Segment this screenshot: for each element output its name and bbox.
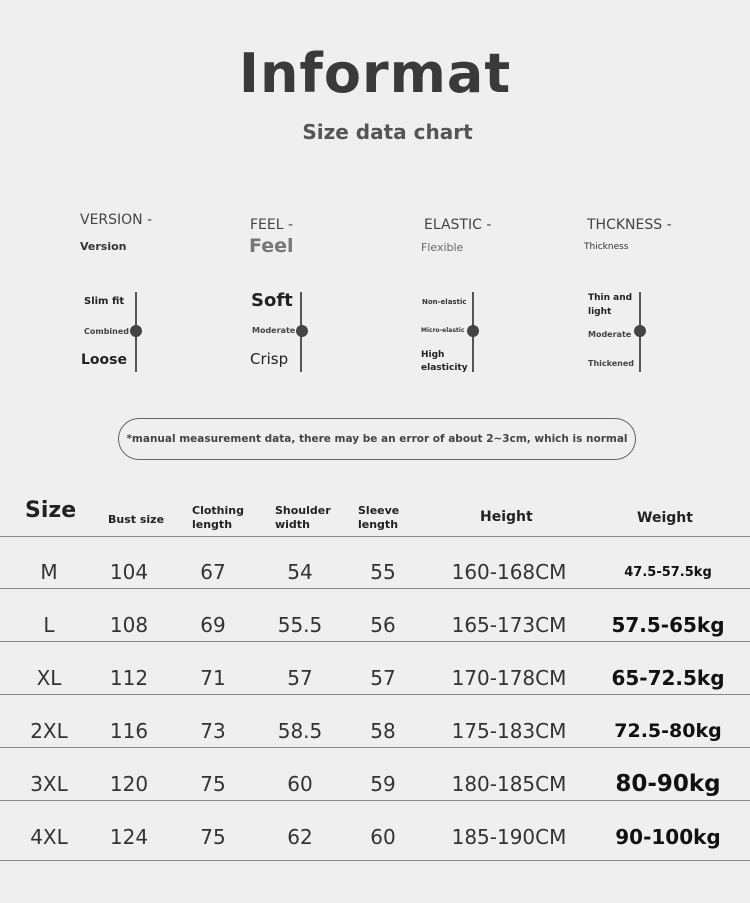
cell-clothing-length: 75 bbox=[200, 825, 226, 849]
cell-bust: 120 bbox=[109, 772, 149, 796]
cell-sleeve-length: 55 bbox=[370, 560, 396, 584]
header-bust-size: Bust size bbox=[108, 513, 165, 526]
version-option-slim-fit: Slim fit bbox=[84, 296, 125, 307]
thickness-option-thickened: Thickened bbox=[588, 359, 635, 368]
cell-weight: 47.5-57.5kg bbox=[624, 565, 712, 580]
feel-option-moderate: Moderate bbox=[252, 326, 296, 335]
table-row bbox=[0, 652, 750, 705]
feel-option-soft: Soft bbox=[251, 290, 293, 311]
cell-weight: 65-72.5kg bbox=[611, 666, 725, 690]
header-weight: Weight bbox=[637, 510, 693, 526]
cell-height: 180-185CM bbox=[451, 772, 567, 796]
table-divider bbox=[0, 747, 750, 748]
attribute-thickness-heading: THCKNESS - bbox=[587, 217, 672, 233]
attribute-thickness-subheading: Thickness bbox=[584, 242, 629, 252]
cell-sleeve-length: 59 bbox=[370, 772, 396, 796]
version-scale-marker bbox=[130, 325, 142, 337]
cell-sleeve-length: 56 bbox=[370, 613, 396, 637]
cell-shoulder-width: 57 bbox=[287, 666, 313, 690]
cell-clothing-length: 71 bbox=[200, 666, 226, 690]
elastic-option-micro-elastic: Micro-elastic bbox=[421, 327, 465, 334]
cell-shoulder-width: 55.5 bbox=[277, 613, 323, 637]
thickness-option-thin-and-light: Thin and light bbox=[588, 293, 633, 317]
cell-weight: 72.5-80kg bbox=[614, 720, 722, 742]
table-divider bbox=[0, 694, 750, 695]
header-shoulder-width: Shoulder width bbox=[275, 504, 331, 531]
table-divider bbox=[0, 641, 750, 642]
attribute-elastic-subheading: Flexible bbox=[421, 241, 464, 254]
cell-size: 2XL bbox=[30, 719, 68, 743]
cell-clothing-length: 73 bbox=[200, 719, 226, 743]
thickness-scale-marker bbox=[634, 325, 646, 337]
table-divider bbox=[0, 588, 750, 589]
version-option-combined: Combined bbox=[84, 327, 130, 336]
header-height: Height bbox=[480, 509, 533, 525]
cell-weight: 90-100kg bbox=[615, 825, 721, 849]
cell-size: 3XL bbox=[30, 772, 68, 796]
cell-size: XL bbox=[36, 666, 62, 690]
measurement-note: *manual measurement data, there may be an error of about 2~3cm, which is normal bbox=[118, 418, 636, 460]
attribute-version-subheading: Version bbox=[80, 240, 127, 253]
header-size: Size bbox=[25, 498, 77, 523]
page-title: Informat bbox=[238, 42, 512, 105]
version-option-loose: Loose bbox=[81, 352, 127, 368]
cell-sleeve-length: 60 bbox=[370, 825, 396, 849]
elastic-option-non-elastic: Non-elastic bbox=[422, 298, 467, 306]
feel-scale-marker bbox=[296, 325, 308, 337]
cell-height: 165-173CM bbox=[451, 613, 567, 637]
cell-shoulder-width: 58.5 bbox=[277, 719, 323, 743]
cell-height: 175-183CM bbox=[451, 719, 567, 743]
table-divider bbox=[0, 536, 750, 537]
header-sleeve-length: Sleeve length bbox=[358, 504, 400, 531]
table-row bbox=[0, 546, 750, 599]
cell-height: 160-168CM bbox=[451, 560, 567, 584]
attribute-version-heading: VERSION - bbox=[80, 212, 153, 228]
cell-shoulder-width: 62 bbox=[287, 825, 313, 849]
cell-weight: 57.5-65kg bbox=[611, 613, 725, 637]
cell-clothing-length: 69 bbox=[200, 613, 226, 637]
header-clothing-length: Clothing length bbox=[192, 504, 244, 531]
cell-shoulder-width: 54 bbox=[287, 560, 313, 584]
elastic-scale-marker bbox=[467, 325, 479, 337]
size-table-header bbox=[0, 496, 750, 536]
cell-bust: 108 bbox=[109, 613, 149, 637]
cell-height: 185-190CM bbox=[451, 825, 567, 849]
cell-sleeve-length: 57 bbox=[370, 666, 396, 690]
cell-bust: 104 bbox=[109, 560, 149, 584]
elastic-option-high-elasticity: High elasticity bbox=[421, 350, 468, 373]
table-row bbox=[0, 599, 750, 652]
cell-weight: 80-90kg bbox=[615, 771, 721, 797]
cell-height: 170-178CM bbox=[451, 666, 567, 690]
cell-bust: 116 bbox=[109, 719, 149, 743]
table-row bbox=[0, 705, 750, 758]
cell-bust: 124 bbox=[109, 825, 149, 849]
thickness-option-moderate: Moderate bbox=[588, 330, 632, 339]
feel-option-crisp: Crisp bbox=[250, 350, 289, 368]
table-divider bbox=[0, 860, 750, 861]
cell-size: 4XL bbox=[30, 825, 68, 849]
cell-size: L bbox=[43, 613, 55, 637]
attribute-elastic-heading: ELASTIC - bbox=[424, 217, 492, 233]
attribute-feel-subheading: Feel bbox=[249, 235, 294, 257]
table-row bbox=[0, 758, 750, 811]
cell-bust: 112 bbox=[109, 666, 149, 690]
cell-shoulder-width: 60 bbox=[287, 772, 313, 796]
cell-clothing-length: 67 bbox=[200, 560, 226, 584]
attribute-feel-heading: FEEL - bbox=[250, 217, 294, 233]
table-divider bbox=[0, 800, 750, 801]
cell-sleeve-length: 58 bbox=[370, 719, 396, 743]
cell-clothing-length: 75 bbox=[200, 772, 226, 796]
cell-size: M bbox=[40, 560, 58, 584]
page-subtitle: Size data chart bbox=[302, 120, 473, 144]
table-row bbox=[0, 811, 750, 864]
